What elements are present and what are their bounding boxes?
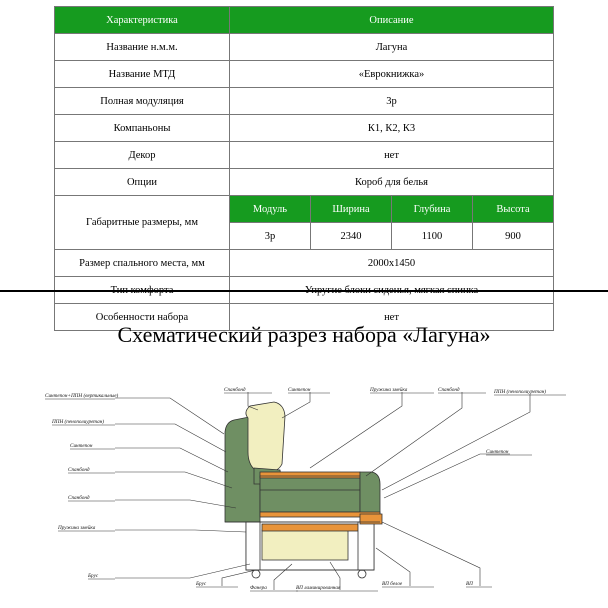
- label-t3: Пружина змейка: [370, 387, 408, 393]
- label-r1: Синтепон: [486, 449, 509, 455]
- row-label: Декор: [55, 142, 230, 169]
- label-l7: Брус: [88, 573, 99, 579]
- label-t1: Спанбонд: [224, 387, 246, 393]
- dim-value-width: 2340: [311, 223, 392, 250]
- dim-header-height: Высота: [473, 196, 554, 223]
- label-t5: ППН (пенополиуретан): [494, 389, 547, 395]
- table-row: [55, 88, 554, 115]
- section-divider: [0, 290, 608, 292]
- row-value: нет: [230, 142, 554, 169]
- spec-table: [54, 6, 554, 331]
- label-b2: ВП ламинированная: [296, 585, 341, 591]
- row-label: Компаньоны: [55, 115, 230, 142]
- dim-value-height: 900: [473, 223, 554, 250]
- row-label: Опции: [55, 169, 230, 196]
- label-b-brus: Брус: [196, 581, 207, 587]
- row-value: «Еврокнижка»: [230, 61, 554, 88]
- table-row: [55, 142, 554, 169]
- label-l5: Спанбонд: [68, 495, 90, 501]
- scheme-diagram: [10, 372, 598, 600]
- row-label: Полная модуляция: [55, 88, 230, 115]
- label-b1: Фанера: [250, 585, 267, 591]
- row-value: нет: [230, 304, 554, 331]
- dimensions-header-row: [55, 196, 554, 223]
- label-t4: Спанбонд: [438, 387, 460, 393]
- row-value: К1, К2, К3: [230, 115, 554, 142]
- dim-value-depth: 1100: [392, 223, 473, 250]
- dimensions-label: Габаритные размеры, мм: [55, 196, 230, 250]
- row-value: 2000х1450: [230, 250, 554, 277]
- table-row: [55, 34, 554, 61]
- table-row: [55, 61, 554, 88]
- dim-header-width: Ширина: [311, 196, 392, 223]
- row-value: Лагуна: [230, 34, 554, 61]
- label-l3: Синтепон: [70, 443, 93, 449]
- page-title: Схематический разрез набора «Лагуна»: [117, 322, 491, 347]
- sofa-cross-section: [225, 402, 382, 578]
- label-l4: Спанбонд: [68, 467, 90, 473]
- label-l2: ППН (пенополиуретан): [52, 419, 105, 425]
- table-header-row: [55, 7, 554, 34]
- label-t2: Синтепон: [288, 387, 311, 393]
- row-label: Название н.м.м.: [55, 34, 230, 61]
- label-l6: Пружина змейка: [58, 525, 96, 531]
- dim-header-module: Модуль: [230, 196, 311, 223]
- row-value: Короб для белья: [230, 169, 554, 196]
- header-characteristic: Характеристика: [55, 7, 230, 34]
- label-l1: Синтепон+ППН (вертикальные): [45, 393, 119, 399]
- table-row: [55, 115, 554, 142]
- row-label: Особенности набора: [55, 304, 230, 331]
- header-description: Описание: [230, 7, 554, 34]
- table-row: [55, 250, 554, 277]
- table-row: [55, 169, 554, 196]
- dim-value-module: 3р: [230, 223, 311, 250]
- row-value: 3р: [230, 88, 554, 115]
- label-b4: ВП: [466, 581, 473, 587]
- label-b3: ВП белое: [382, 581, 403, 587]
- row-label: Название МТД: [55, 61, 230, 88]
- dim-header-depth: Глубина: [392, 196, 473, 223]
- row-label: Размер спального места, мм: [55, 250, 230, 277]
- spec-table-wrapper: [54, 6, 554, 331]
